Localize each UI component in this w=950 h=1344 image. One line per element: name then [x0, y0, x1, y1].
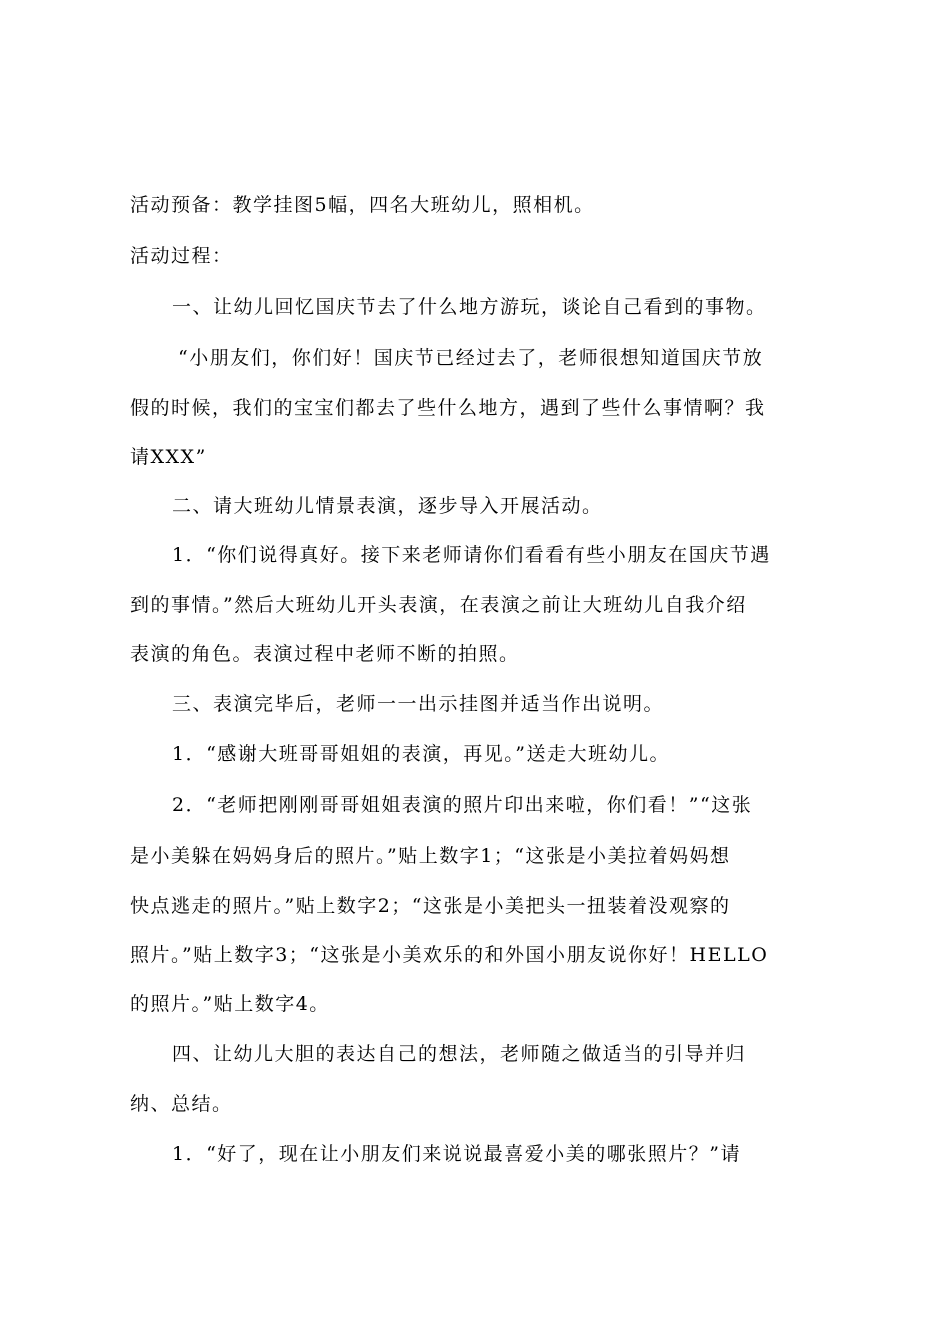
text-line: 纳、总结。 — [130, 1093, 233, 1115]
text-line: 1．“你们说得真好。接下来老师请你们看看有些小朋友在国庆节遇 — [172, 544, 771, 566]
text-line: 1．“感谢大班哥哥姐姐的表演，再见。”送走大班幼儿。 — [172, 743, 671, 765]
text-line: 活动预备：教学挂图5幅，四名大班幼儿，照相机。 — [130, 194, 595, 216]
text-line: “小朋友们，你们好！国庆节已经过去了，老师很想知道国庆节放 — [178, 347, 764, 369]
text-line: 快点逃走的照片。”贴上数字2；“这张是小美把头一扭装着没观察的 — [130, 895, 731, 917]
text-line: 三、表演完毕后，老师一一出示挂图并适当作出说明。 — [172, 693, 665, 715]
text-line: 是小美躲在妈妈身后的照片。”贴上数字1；“这张是小美拉着妈妈想 — [130, 845, 731, 867]
text-line: 的照片。”贴上数字4。 — [130, 993, 330, 1015]
text-line: 活动过程： — [130, 245, 233, 267]
text-line: 四、让幼儿大胆的表达自己的想法，老师随之做适当的引导并归 — [172, 1043, 747, 1065]
text-line: 1．“好了，现在让小朋友们来说说最喜爱小美的哪张照片？”请 — [172, 1143, 742, 1165]
text-line: 一、让幼儿回忆国庆节去了什么地方游玩，谈论自己看到的事物。 — [172, 296, 767, 318]
text-line: 二、请大班幼儿情景表演，逐步导入开展活动。 — [172, 495, 603, 517]
text-line: 表演的角色。表演过程中老师不断的拍照。 — [130, 643, 520, 665]
text-line: 照片。”贴上数字3；“这张是小美欢乐的和外国小朋友说你好！HELLO — [130, 944, 769, 966]
text-line: 到的事情。”然后大班幼儿开头表演，在表演之前让大班幼儿自我介绍 — [130, 594, 747, 616]
text-line: 2．“老师把刚刚哥哥姐姐表演的照片印出来啦，你们看！”“这张 — [172, 794, 753, 816]
text-line: 假的时候，我们的宝宝们都去了些什么地方，遇到了些什么事情啊？我 — [130, 397, 766, 419]
text-line: 请XXX” — [130, 446, 207, 468]
